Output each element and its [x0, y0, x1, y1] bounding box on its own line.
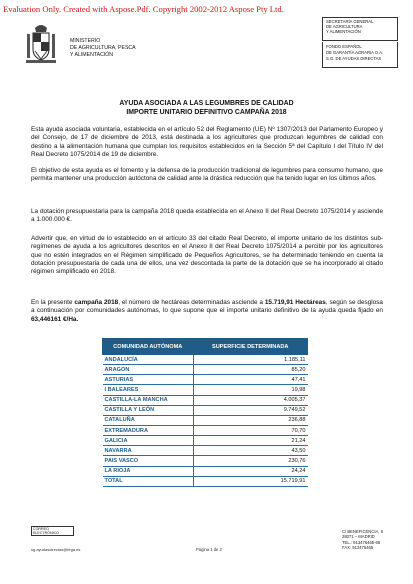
paragraph-legal-basis: Esta ayuda asociada voluntaria, establecida en el artículo 52 del Reglamento (UE) Nº 1307/2013 del Parlamento Europeo y del Consejo, de 17 de diciembre de 2013, está destinada a los agricultores que produzcan legumbres de calidad con destino a la alimentación humana que cumplan los requisitos establecidos en la Sección 5ª del Capítulo I del Título IV del Real Decreto 1075/2014 de 19 de diciembre.	[31, 126, 383, 158]
column-header-area: SUPERFICIE DETERMINADA	[193, 339, 308, 355]
table-row: CASTILLA-LA MANCHA 4.005,37	[103, 395, 308, 405]
ministry-name: MINISTERIO DE AGRICULTURA, PESCA Y ALIMENTACIÓN	[70, 38, 136, 58]
table-row: ARAGON 85,20	[103, 365, 308, 375]
table-row: LA RIOJA 24,24	[103, 466, 308, 476]
fega-box: FONDO ESPAÑOL DE GARANTÍA AGRARIA O.A. S.G. DE AYUDAS DIRECTAS	[322, 42, 398, 68]
postal-address: C/ BENEFICENCIA, 8 28071 – MADRID TEL.: 913476465-68 FAX: 913476465	[342, 529, 383, 551]
paragraph-result: En la presente campaña 2018, el número de hectáreas determinadas asciende a 15.719,91 Hectáreas, según se desglosa a continuación por comunidades autónomas, lo que supone que el importe unitario definitivo de la ayuda queda fijado en 63,446161 €/Ha.	[31, 299, 383, 323]
hectares-table	[102, 338, 308, 487]
table-row: CATALUÑA 236,88	[103, 415, 308, 425]
paragraph-budget: La dotación presupuestaria para la campaña 2018 queda establecida en el Anexo II del Real Decreto 1075/2014 y asciende a 1.000.000 €.	[31, 208, 383, 224]
evaluation-watermark: Evaluation Only. Created with Aspose.Pdf. Copyright 2002-2012 Aspose Pty Ltd.	[3, 4, 284, 14]
table-row: GALICIA 21,24	[103, 436, 308, 446]
page-number: Página 1 de 2	[196, 547, 222, 552]
column-header-region: COMUNIDAD AUTÓNOMA	[103, 339, 194, 355]
table-row-total: TOTAL 15.719,91	[103, 476, 308, 486]
table-row: ASTURIAS 47,41	[103, 375, 308, 385]
table-row: ANDALUCÍA 1.185,11	[103, 355, 308, 365]
email-label: CORREO ELECTRÓNICO	[31, 526, 74, 536]
table-row: I BALEARES 19,98	[103, 385, 308, 395]
table-row: EXTREMADURA 70,70	[103, 425, 308, 435]
spain-coat-of-arms-icon	[26, 22, 56, 66]
document-title: AYUDA ASOCIADA A LAS LEGUMBRES DE CALIDAD	[119, 100, 294, 107]
table-row: NAVARRA 43,50	[103, 446, 308, 456]
table-row: CASTILLA Y LEÓN 9.749,52	[103, 405, 308, 415]
document-subtitle: IMPORTE UNITARIO DEFINITIVO CAMPAÑA 2018	[126, 109, 287, 116]
table-row: PAIS VASCO 230,76	[103, 456, 308, 466]
secretaria-box: SECRETARÍA GENERAL DE AGRICULTURA Y ALIMENTACIÓN	[322, 17, 398, 41]
paragraph-notice: Advertir que, en virtud de lo establecido en el artículo 33 del citado Real Decreto, el importe unitario de los distintos sub-regímenes de ayuda a los agricultores descritos en el Anexo II del Real Decreto 1075/2014 a percibir por los agricultores que no estén integrados en el Régimen simplificado de Pequeños Agricultores, se ha determinado teniendo en cuenta la dotación presupuestaria de cada una de ellos, una vez descontada la parte de la dotación que se ha incorporado al citado régimen simplificado en 2018.	[31, 235, 383, 276]
email-address[interactable]: sg.ayudasdirectas@fega.es	[31, 547, 81, 552]
paragraph-objective: El objetivo de esta ayuda es el fomento y la defensa de la producción tradicional de legumbres para consumo humano, que permita mantener una producción autóctona de calidad ante la drástica reducción que ha tenido lugar en los últimos años.	[31, 167, 383, 183]
